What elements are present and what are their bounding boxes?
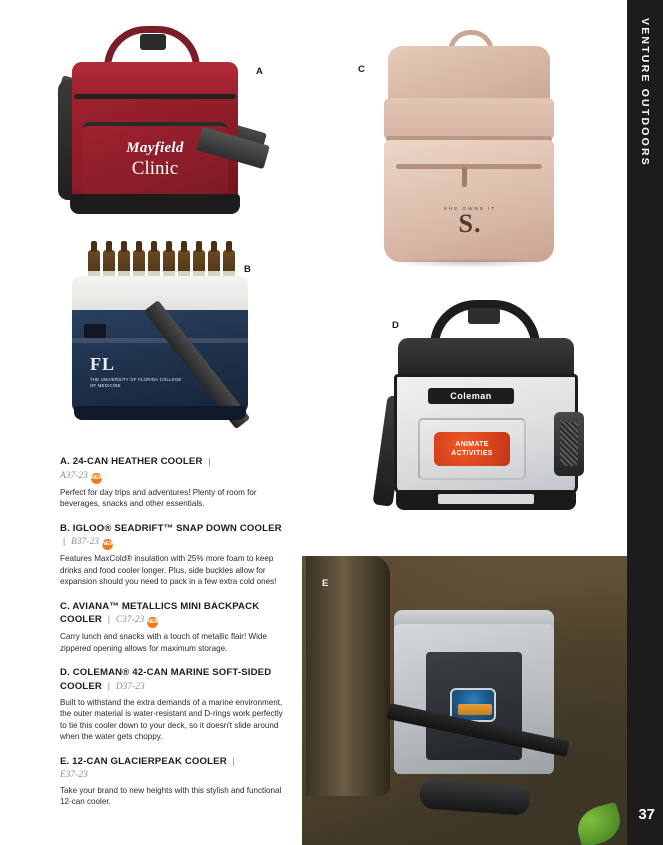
product-entry-d bbox=[60, 667, 284, 742]
product-title-b bbox=[60, 523, 284, 551]
product-letter-b: B bbox=[244, 264, 252, 275]
product-entry-c bbox=[60, 601, 284, 655]
backpack-top bbox=[388, 46, 550, 104]
product-title-c bbox=[60, 601, 284, 629]
product-letter-d: D bbox=[392, 320, 400, 331]
brand-logo-coleman: Coleman bbox=[428, 388, 514, 404]
product-entry-a bbox=[60, 456, 284, 510]
product-title-e bbox=[60, 756, 284, 782]
product-image-c bbox=[358, 30, 570, 285]
product-entry-e bbox=[60, 756, 284, 808]
cooler-base bbox=[74, 406, 246, 420]
section-side-tab bbox=[627, 0, 663, 845]
product-letter-a: A bbox=[256, 66, 264, 77]
product-image-b bbox=[60, 240, 275, 440]
pocket-zipper bbox=[396, 164, 542, 169]
title-separator: | bbox=[229, 755, 236, 767]
cooler-base bbox=[70, 194, 240, 214]
title-separator: | bbox=[104, 681, 114, 693]
backpack-body bbox=[384, 140, 554, 262]
product-title-text: D. COLEMAN® 42-CAN MARINE SOFT-SIDED COOLER bbox=[60, 667, 272, 693]
shoulder-pad bbox=[419, 778, 531, 816]
leaf bbox=[573, 802, 625, 845]
product-title-text: E. 12-CAN GLACIERPEAK COOLER bbox=[60, 755, 227, 767]
handle-wrap bbox=[140, 34, 166, 50]
product-title-d bbox=[60, 667, 284, 693]
imprint-line-2: THE UNIVERSITY OF FLORIDA COLLEGE OF MEDICINE bbox=[90, 377, 182, 389]
product-description-a: Perfect for day trips and adventures! Plenty of room for beverages, snacks and other essentials. bbox=[60, 487, 257, 509]
product-image-e bbox=[302, 556, 627, 845]
imprint-line-1: SHE OWNS IT bbox=[443, 206, 497, 211]
imprint-line-2: S. bbox=[458, 209, 482, 238]
product-title-a bbox=[60, 456, 284, 484]
new-badge-icon: NEW bbox=[91, 473, 102, 484]
product-title-text: A. 24-CAN HEATHER COOLER bbox=[60, 456, 203, 467]
imprint-logo-c bbox=[422, 206, 518, 237]
imprint-logo-d: ANIMATE ACTIVITIES bbox=[434, 432, 510, 466]
imprint-line-1: Mayfield bbox=[126, 140, 184, 156]
title-separator: | bbox=[205, 456, 211, 467]
product-title-text: C. AVIANA™ METALLICS MINI BACKPACK COOLER bbox=[60, 600, 260, 626]
imprint-line-1: FL bbox=[90, 354, 116, 374]
new-badge-icon: NEW bbox=[147, 617, 158, 628]
backpack-mid-panel bbox=[384, 98, 554, 140]
cooler-lid bbox=[72, 62, 238, 96]
product-letter-c: C bbox=[358, 64, 366, 75]
product-description-d: Built to withstand the extra demands of a marine environment, the outer material is water-resistant and D-rings work perfectly to tie this cooler down to your deck, so it doesn't slide around when the water gets choppy. bbox=[60, 697, 283, 742]
new-badge-icon: NEW bbox=[102, 539, 113, 550]
product-sku-a: A37-23 bbox=[60, 469, 88, 480]
product-sku-b: B37-23 bbox=[71, 536, 100, 547]
product-image-a bbox=[48, 18, 273, 233]
product-description-e: Take your brand to new heights with this stylish and functional 12-can cooler. bbox=[60, 785, 282, 807]
product-sku-c: C37-23 bbox=[115, 614, 145, 625]
product-entry-b bbox=[60, 523, 284, 588]
product-letter-e: E bbox=[322, 578, 329, 589]
product-sku-e: E37-23 bbox=[60, 769, 88, 780]
section-title: VENTURE OUTDOORS bbox=[639, 18, 651, 167]
brand-tag bbox=[84, 324, 106, 338]
imprint-line-2: Clinic bbox=[131, 158, 179, 179]
product-description-b: Features MaxCold® insulation with 25% more foam to keep drinks and food cooler longer. Plus, side buckles allow for expansion should you need to pack in a few extra cold ones! bbox=[60, 554, 277, 587]
page-number: 37 bbox=[638, 806, 655, 823]
product-description-column bbox=[60, 456, 284, 821]
handle-wrap bbox=[468, 308, 500, 324]
zipper bbox=[74, 94, 236, 99]
drop-shadow bbox=[390, 258, 548, 268]
imprint-logo-a bbox=[96, 140, 214, 180]
product-title-text: B. IGLOO® SEADRIFT™ SNAP DOWN COOLER bbox=[60, 522, 282, 534]
tree-trunk bbox=[306, 556, 390, 796]
product-description-c: Carry lunch and snacks with a touch of metallic flair! Wide zippered opening allows for maximum storage. bbox=[60, 632, 267, 653]
mesh-texture bbox=[560, 422, 578, 466]
zipper-pull bbox=[462, 167, 467, 187]
title-separator: | bbox=[104, 614, 114, 626]
title-separator: | bbox=[60, 536, 69, 548]
base-plate bbox=[438, 494, 534, 504]
imprint-logo-b bbox=[90, 354, 186, 390]
product-sku-d: D37-23 bbox=[115, 681, 145, 692]
product-image-d bbox=[372, 300, 602, 540]
